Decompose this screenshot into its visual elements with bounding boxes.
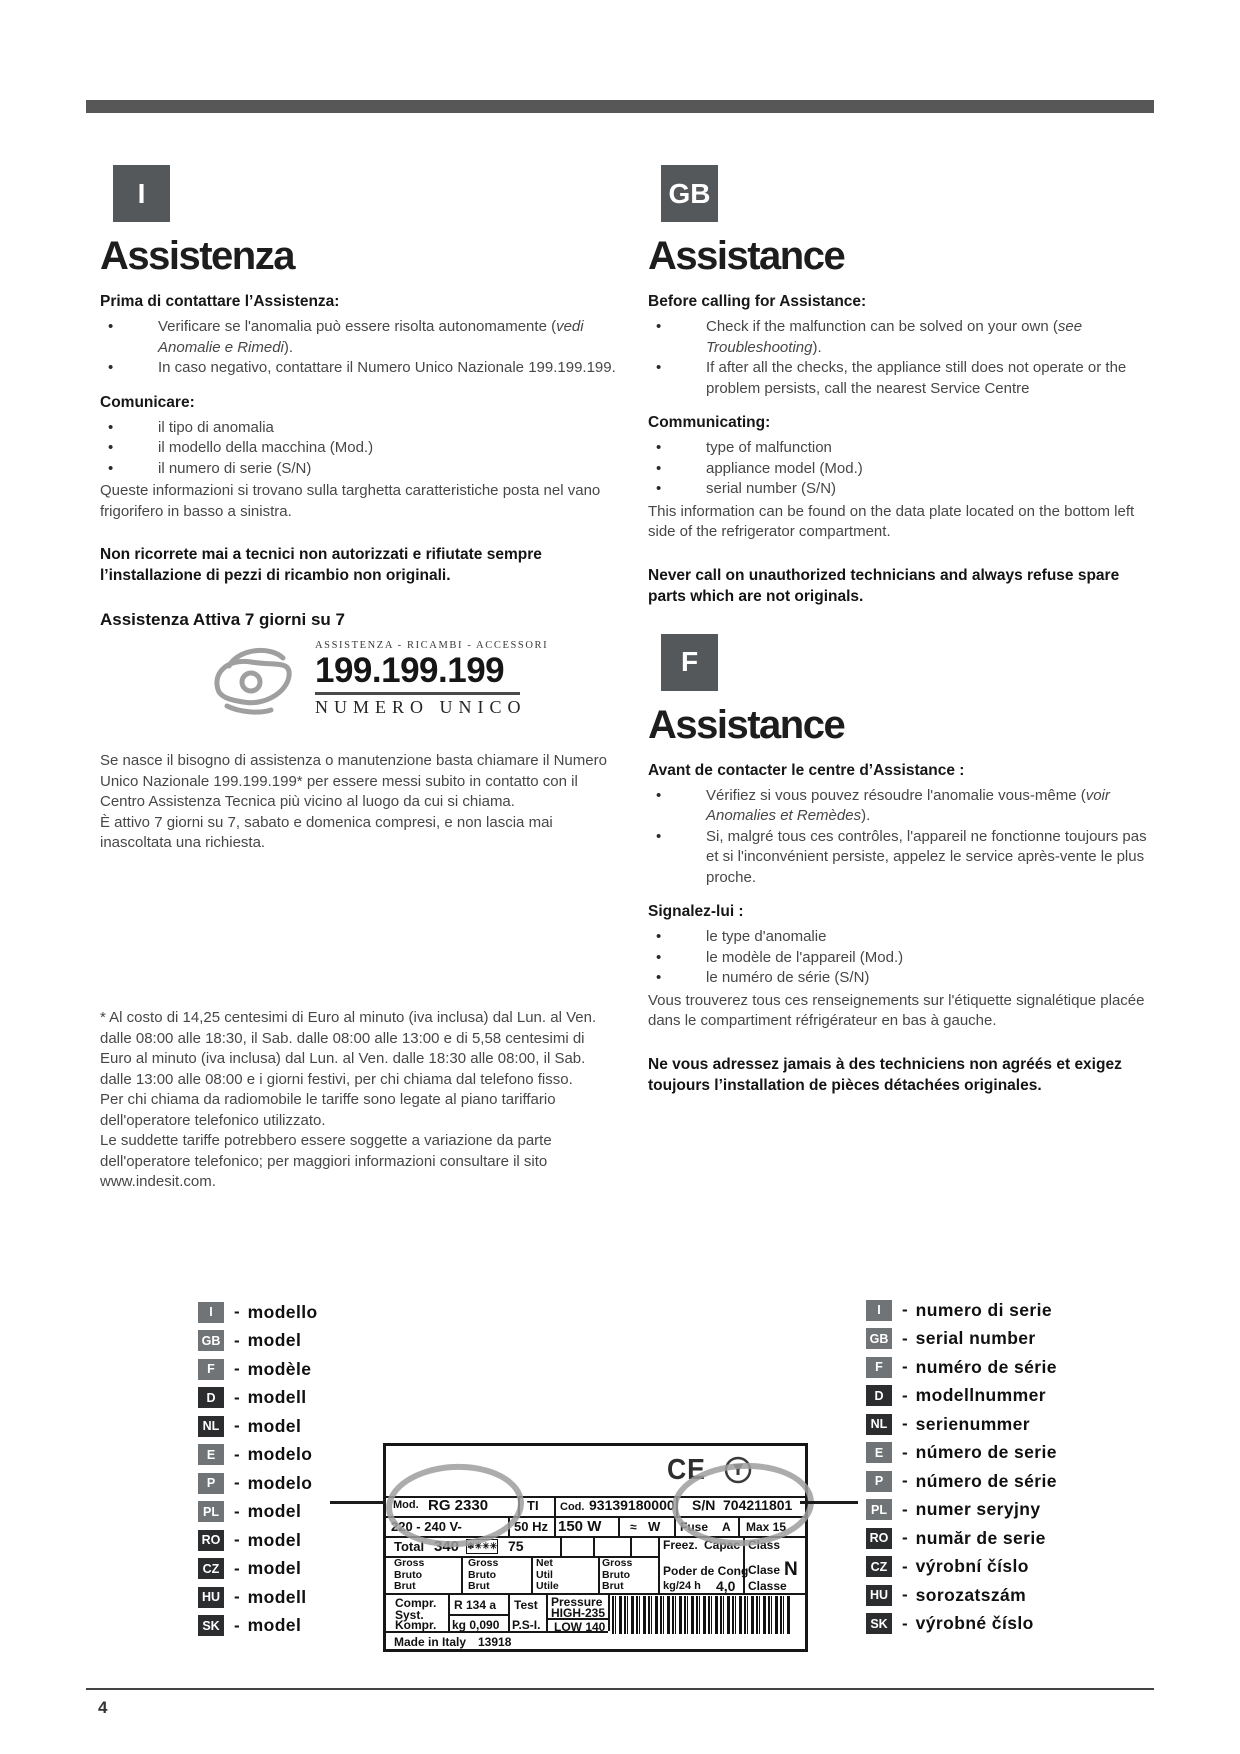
dash-separator: - <box>902 1556 908 1576</box>
section-heading: Communicating: <box>648 414 771 431</box>
plate-fuse-amp: A <box>722 1520 731 1534</box>
language-badge: CZ <box>198 1558 224 1579</box>
language-legend-row <box>866 1471 1166 1492</box>
plate-pressure: Pressure <box>551 1595 603 1609</box>
language-badge: D <box>198 1387 224 1408</box>
section-heading: Comunicare: <box>100 393 195 411</box>
warning-paragraph: Ne vous adressez jamais à des techniciens non agréés et exigez toujours l’installation de pièces détachées originales. <box>648 1055 1122 1094</box>
bullet-italic: vedi Anomalie e Rimedi <box>158 318 584 356</box>
plate-kg-value: kg 0,090 <box>452 1618 500 1632</box>
plate-kompr: Kompr. <box>395 1618 437 1632</box>
dash-separator: - <box>234 1416 240 1436</box>
bullet-text: ). <box>861 807 871 824</box>
plate-class-label: Class <box>748 1538 781 1552</box>
dash-separator: - <box>902 1414 908 1434</box>
legend-label: numer seryjny <box>915 1499 1041 1520</box>
legend-label: modelo <box>247 1444 313 1465</box>
language-badge: HU <box>866 1585 892 1606</box>
bullet-text: ). <box>283 338 294 356</box>
language-legend-row <box>866 1528 1166 1549</box>
language-badge: GB <box>866 1328 892 1349</box>
dash-separator: - <box>902 1585 908 1605</box>
language-badge: PL <box>866 1499 892 1520</box>
dash-separator: - <box>902 1528 908 1548</box>
language-badge: CZ <box>866 1556 892 1577</box>
language-badge: GB <box>198 1330 224 1351</box>
language-badge: D <box>866 1385 892 1406</box>
plate-clase-label: Clase <box>748 1563 781 1577</box>
plate-total-value: 340 <box>434 1538 460 1555</box>
legend-label: modèle <box>247 1358 312 1379</box>
language-badge: P <box>198 1473 224 1494</box>
plate-type: TI <box>527 1498 539 1513</box>
language-badge: SK <box>866 1613 892 1634</box>
bullet-italic: see Troubleshooting <box>706 318 1083 356</box>
appliance-data-plate: CE Mod. RG 2330 TI Cod. 93139180000 S/N 704211801 220 - 240 V- 50 Hz 150 W ≈ W Fuse A Max 15 Total 340 ❄✳✳✳ 75 Freez. Capac Class Gross Bruto Brut Gross Bruto Brut Net Util Utile Gross Bruto Brut Poder de Cong kg/24 h 4,0 Clase N Classe Compr. Syst. Kompr. R 134 a kg 0,090 Test P.S-I. Pressure HIGH-235 LOW 140 Made in Italy 13918 <box>383 1443 808 1652</box>
bullet-item: • le type d'anomalie <box>648 927 1152 948</box>
model-connector-line <box>330 1501 386 1504</box>
language-legend-row <box>866 1557 1166 1578</box>
bullet-item: • il numero di serie (S/N) <box>100 459 620 480</box>
dash-separator: - <box>234 1587 240 1607</box>
serial-connector-line <box>800 1501 858 1504</box>
legend-label: modell <box>247 1586 307 1607</box>
dash-separator: - <box>234 1473 240 1493</box>
plate-max: Max 15 <box>746 1520 787 1534</box>
bullet-italic: voir Anomalies et Remèdes <box>706 786 1110 824</box>
numero-unico-logo <box>205 640 620 723</box>
bullet-item <box>648 786 1152 827</box>
language-badge: RO <box>198 1530 224 1551</box>
legend-label: modelo <box>247 1472 313 1493</box>
bullet-item <box>648 317 1152 358</box>
legend-label: număr de serie <box>915 1527 1046 1548</box>
language-badge: E <box>866 1442 892 1463</box>
plate-defrost-w: W <box>648 1519 661 1534</box>
footnote-paragraph: * Al costo di 14,25 centesimi di Euro al minuto (iva inclusa) dal Lun. al Ven. dalle 08:00 alle 18:30, il Sab. dalle 08:00 alle 13:00 e di 5,58 centesimi di Euro al minuto (iva inclusa) dal Lun. al Ven. dalle 18:30 alle 08:00, il Sab. dalle 13:00 alle 08:00 e i giorni festivi, per chi chiama dal telefono fisso. <box>100 1009 597 1088</box>
plate-mod-value: RG 2330 <box>428 1497 489 1514</box>
defrost-wave-icon: ≈ <box>630 1520 637 1534</box>
language-legend-row <box>198 1302 498 1323</box>
plate-mod-label: Mod. <box>393 1499 419 1511</box>
language-legend-row <box>866 1329 1166 1350</box>
legend-label: numero di serie <box>915 1299 1052 1320</box>
language-badge-gb: GB <box>661 165 718 222</box>
dash-separator: - <box>902 1300 908 1320</box>
language-badge: F <box>198 1359 224 1380</box>
language-badge: HU <box>198 1587 224 1608</box>
bullet-item: • In caso negativo, contattare il Numero Unico Nazionale 199.199.199. <box>100 358 620 379</box>
section-heading: Signalez-lui : <box>648 903 744 920</box>
ce-mark: CE <box>667 1454 706 1486</box>
dash-separator: - <box>234 1501 240 1521</box>
legend-label: model <box>247 1558 302 1579</box>
language-legend-row <box>866 1414 1166 1435</box>
language-legend-row <box>198 1331 498 1352</box>
plate-kg24-value: 4,0 <box>716 1578 736 1594</box>
footnote-paragraph: Per chi chiama da radiomobile le tariffe sono legate al piano tariffario dell'operatore telefonico utilizzato. <box>100 1091 556 1129</box>
legend-label: numéro de série <box>915 1356 1057 1377</box>
bullet-text: ). <box>812 338 822 356</box>
language-legend-row <box>866 1357 1166 1378</box>
warning-paragraph: Never call on unauthorized technicians and always refuse spare parts which are not originals. <box>648 566 1120 605</box>
bullet-item: • type of malfunction <box>648 438 1152 459</box>
bottom-rule <box>86 1688 1154 1690</box>
legend-label: model <box>247 1501 302 1522</box>
dash-separator: - <box>234 1615 240 1635</box>
bullet-item <box>100 317 620 358</box>
bullet-item: • serial number (S/N) <box>648 479 1152 500</box>
note-paragraph: Queste informazioni si trovano sulla targhetta caratteristiche posta nel vano frigorifero in basso a sinistra. <box>100 482 601 520</box>
dash-separator: - <box>234 1302 240 1322</box>
dash-separator: - <box>902 1471 908 1491</box>
legend-label: sorozatszám <box>915 1584 1027 1605</box>
dash-separator: - <box>902 1499 908 1519</box>
active-service-heading: Assistenza Attiva 7 giorni su 7 <box>100 610 345 629</box>
language-legend-row <box>866 1443 1166 1464</box>
bullet-item: • il modello della macchina (Mod.) <box>100 438 620 459</box>
plate-cod-label: Cod. <box>560 1501 585 1513</box>
legend-label: model <box>247 1615 302 1636</box>
plate-poder: Poder de Cong <box>663 1564 749 1578</box>
dash-separator: - <box>234 1530 240 1550</box>
language-legend-row <box>866 1386 1166 1407</box>
language-badge: E <box>198 1444 224 1465</box>
language-legend-row <box>198 1388 498 1409</box>
plate-fuse-label: Fuse <box>680 1520 709 1534</box>
bullet-item: • il tipo di anomalia <box>100 418 620 439</box>
page-title-gb: Assistance <box>648 234 845 278</box>
language-legend-row <box>866 1300 1166 1321</box>
dash-separator: - <box>234 1330 240 1350</box>
page-number: 4 <box>98 1698 108 1717</box>
dash-separator: - <box>234 1359 240 1379</box>
plate-low: LOW 140 <box>554 1620 606 1634</box>
legend-label: número de série <box>915 1470 1057 1491</box>
column-italian <box>100 165 620 854</box>
language-badge: SK <box>198 1615 224 1636</box>
plate-watts: 150 W <box>558 1518 602 1535</box>
language-badge: NL <box>866 1414 892 1435</box>
section-heading: Avant de contacter le centre d’Assistance : <box>648 761 965 779</box>
dash-separator: - <box>234 1387 240 1407</box>
language-legend-row <box>866 1585 1166 1606</box>
note-paragraph: Vous trouverez tous ces renseignements sur l'étiquette signalétique placée dans le compartiment réfrigérateur en bas à gauche. <box>648 991 1145 1029</box>
plate-compr: Compr. <box>395 1596 437 1610</box>
telephone-icon <box>205 640 301 723</box>
language-badge-italy: I <box>113 165 170 222</box>
logo-phone-number: 199.199.199 <box>315 651 520 695</box>
bullet-item: • le numéro de série (S/N) <box>648 968 1152 989</box>
legend-label: model <box>247 1330 302 1351</box>
bullet-item: • appliance model (Mod.) <box>648 459 1152 480</box>
logo-tagline: ASSISTENZA - RICAMBI - ACCESSORI <box>315 640 549 651</box>
dash-separator: - <box>902 1442 908 1462</box>
dash-separator: - <box>902 1328 908 1348</box>
dash-separator: - <box>234 1444 240 1464</box>
bullet-item: • If after all the checks, the appliance still does not operate or the problem persists, call the nearest Service Centre <box>648 358 1152 399</box>
legend-label: serienummer <box>915 1413 1030 1434</box>
language-badge: P <box>866 1471 892 1492</box>
bullet-item: • Si, malgré tous ces contrôles, l'appareil ne fonctionne toujours pas et si l'inconvénient persiste, appelez le service après-vente le plus proche. <box>648 827 1152 889</box>
footnote-paragraph: Le suddette tariffe potrebbero essere soggette a variazione da parte dell'operatore telefonico; per maggiori informazioni consultare il sito www.indesit.com. <box>100 1132 552 1190</box>
note-paragraph: This information can be found on the data plate located on the bottom left side of the refrigerator compartment. <box>648 502 1135 540</box>
plate-made-in: Made in Italy <box>394 1635 467 1649</box>
bullet-text: Check if the malfunction can be solved on your own ( <box>706 318 1058 335</box>
legend-label: modellnummer <box>915 1385 1046 1406</box>
cost-footnote <box>100 1008 620 1193</box>
freezer-stars-icon: ❄✳✳✳ <box>466 1539 498 1554</box>
plate-refrigerant: R 134 a <box>454 1598 497 1612</box>
language-badge: I <box>866 1300 892 1321</box>
plate-classe-label: Classe <box>748 1579 787 1593</box>
legend-label: modello <box>247 1301 318 1322</box>
plate-sn-label: S/N <box>692 1497 716 1513</box>
legend-label: výrobní číslo <box>915 1556 1029 1577</box>
plate-capac-label: Capac <box>704 1538 741 1552</box>
language-legend-row <box>198 1416 498 1437</box>
plate-class-value: N <box>784 1559 798 1580</box>
plate-syst: Syst. <box>395 1608 424 1622</box>
dash-separator: - <box>234 1558 240 1578</box>
plate-freez-label: Freez. <box>663 1538 698 1552</box>
bullet-item: • le modèle de l'appareil (Mod.) <box>648 948 1152 969</box>
language-badge: PL <box>198 1501 224 1522</box>
dash-separator: - <box>902 1357 908 1377</box>
legend-label: model <box>247 1529 302 1550</box>
logo-text-block <box>315 640 549 718</box>
language-legend-row <box>866 1614 1166 1635</box>
language-legend-row <box>198 1359 498 1380</box>
plate-kg24-label: kg/24 h <box>663 1580 701 1592</box>
paragraph: È attivo 7 giorni su 7, sabato e domenica compresi, e non lascia mai inascoltata una richiesta. <box>100 813 553 851</box>
plate-high: HIGH-235 <box>551 1606 606 1620</box>
legend-label: modell <box>247 1387 307 1408</box>
language-badge: F <box>866 1357 892 1378</box>
language-legend-row <box>866 1500 1166 1521</box>
bullet-text: Verificare se l'anomalia può essere risolta autonomamente ( <box>158 318 557 335</box>
warning-paragraph: Non ricorrete mai a tecnici non autorizzati e rifiutate sempre l’installazione di pezzi di ricambio non originali. <box>100 546 542 584</box>
section-heading: Before calling for Assistance: <box>648 293 867 310</box>
barcode <box>612 1596 790 1634</box>
plate-sn-value: 704211801 <box>723 1497 793 1513</box>
section-heading: Prima di contattare l’Assistenza: <box>100 293 340 310</box>
logo-caption: NUMERO UNICO <box>315 697 527 717</box>
serial-legend-list <box>866 1300 1166 1642</box>
plate-net-value: 75 <box>508 1538 524 1554</box>
language-badge: NL <box>198 1416 224 1437</box>
legend-label: model <box>247 1415 302 1436</box>
plate-made-code: 13918 <box>478 1635 512 1649</box>
paragraph: Se nasce il bisogno di assistenza o manutenzione basta chiamare il Numero Unico Nazionale 199.199.199* per essere messi subito in contatto con il Centro Assistenza Tecnica più vicino al luogo da cui si chiama. <box>100 752 607 810</box>
language-badge: RO <box>866 1528 892 1549</box>
top-rule <box>86 100 1154 113</box>
legend-label: výrobné číslo <box>915 1613 1034 1634</box>
dash-separator: - <box>902 1613 908 1633</box>
plate-volts: 220 - 240 V- <box>391 1519 462 1534</box>
plate-test: Test <box>514 1598 538 1612</box>
column-english-french <box>648 165 1152 1096</box>
page-title-fr: Assistance <box>648 702 845 747</box>
plate-hz: 50 Hz <box>514 1519 548 1534</box>
plate-total-label: Total <box>394 1539 425 1554</box>
page-title-it: Assistenza <box>100 234 294 278</box>
legend-label: serial number <box>915 1328 1036 1349</box>
legend-label: número de serie <box>915 1442 1057 1463</box>
plate-psi: P.S-I. <box>512 1618 541 1632</box>
bullet-text: Vérifiez si vous pouvez résoudre l'anomalie vous-même ( <box>706 786 1086 804</box>
plate-cod-value: 93139180000 <box>589 1497 675 1513</box>
language-badge-france: F <box>661 634 718 691</box>
dash-separator: - <box>902 1385 908 1405</box>
language-badge: I <box>198 1302 224 1323</box>
